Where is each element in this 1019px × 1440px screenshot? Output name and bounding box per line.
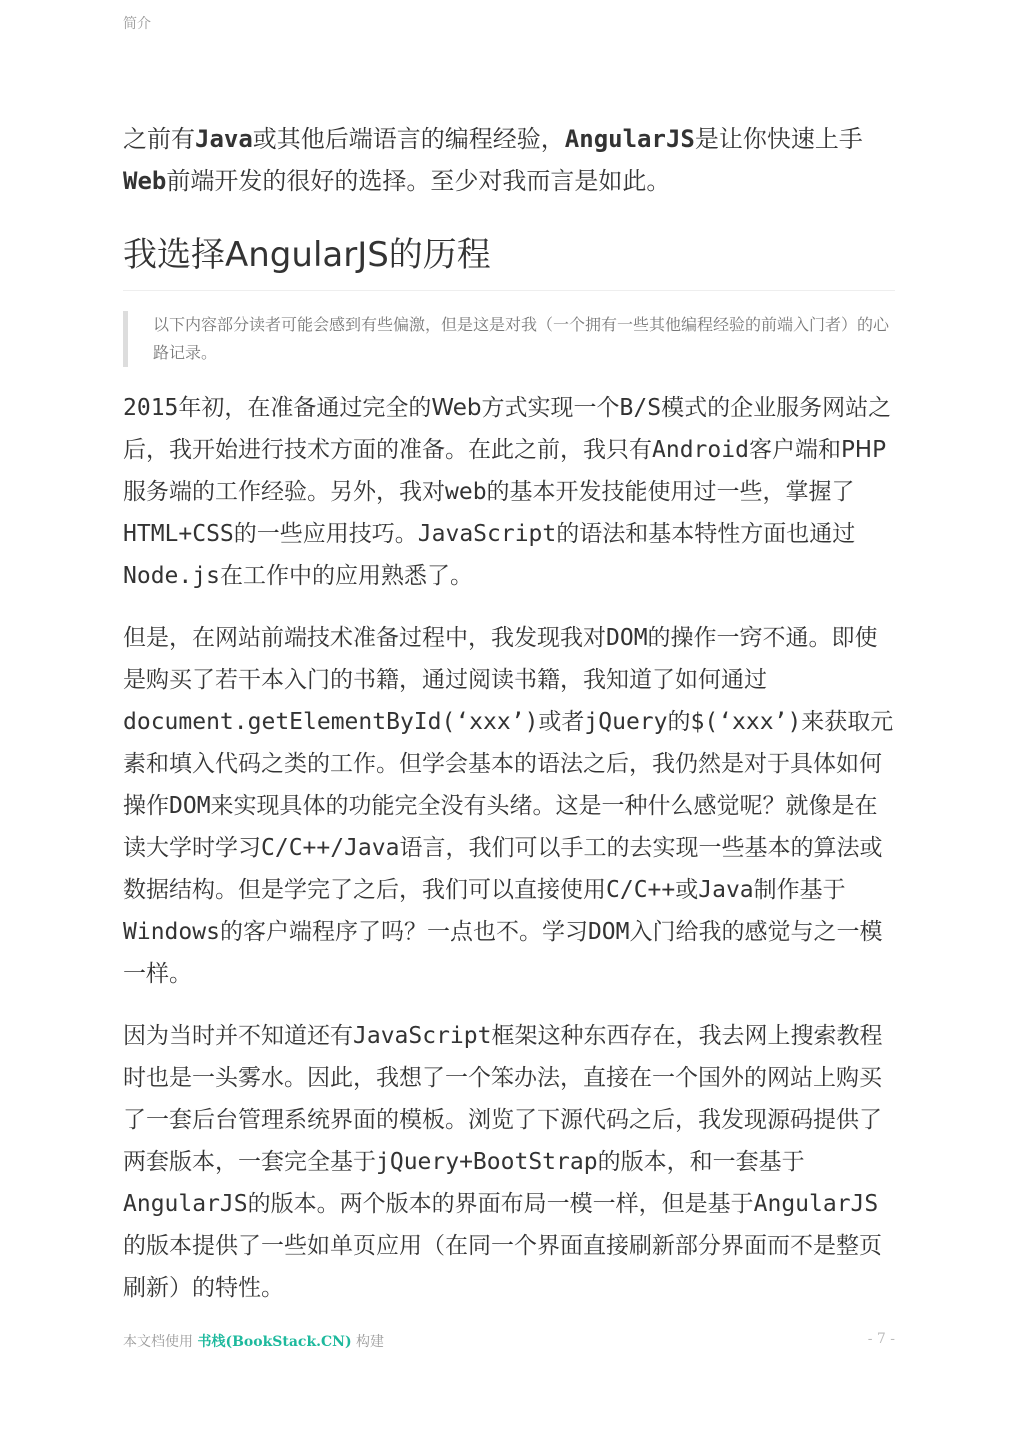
paragraph-text: 年初，在准备通过完全的 <box>178 395 432 421</box>
paragraph-text: 的版本。两个版本的界面布局一模一样，但是基于 <box>247 1191 754 1217</box>
inline-code: DOM <box>587 919 630 945</box>
inline-code: C/C++/Java <box>261 835 400 861</box>
body-paragraph-3 <box>123 1015 895 1309</box>
inline-code: $(‘xxx’) <box>690 709 802 735</box>
blockquote: 以下内容部分读者可能会感到有些偏激，但是这是对我（一个拥有一些其他编程经验的前端入门者）的心路记录。 <box>123 311 895 367</box>
inline-code: HTML+CSS <box>123 521 234 547</box>
paragraph-text: 语言，我们可以手工的去实现一些基本的算法或数据结构。但是学完了之后，我们可以直接使用 <box>123 835 883 903</box>
intro-code-web: Web <box>123 167 167 195</box>
inline-code: Java <box>698 877 754 903</box>
intro-text: 或其他后端语言的编程经验， <box>252 125 565 153</box>
intro-code-java: Java <box>195 125 253 153</box>
paragraph-text: 客户端和 <box>748 437 841 463</box>
paragraph-text: 方式实现一个 <box>481 395 620 421</box>
footer-suffix: 构建 <box>351 1334 385 1350</box>
paragraph-text: 或 <box>675 877 699 903</box>
inline-code: DOM <box>169 793 211 819</box>
running-header: 简介 <box>123 16 151 32</box>
intro-code-angularjs: AngularJS <box>564 125 695 153</box>
bookstack-link[interactable]: 书栈(BookStack.CN) <box>197 1334 352 1350</box>
page-number: - 7 - <box>867 1331 895 1347</box>
inline-code: JavaScript <box>417 521 557 547</box>
intro-paragraph <box>123 118 895 202</box>
body-paragraph-1 <box>123 387 895 597</box>
inline-code: jQuery <box>584 709 668 735</box>
inline-code: JavaScript <box>353 1023 492 1049</box>
inline-code: web <box>445 479 487 505</box>
inline-code: Android <box>652 437 749 463</box>
intro-text: 是让你快速上手 <box>694 125 863 153</box>
paragraph-text: 的操作一窍不通。即使是购买了若干本入门的书籍，通过阅读书籍，我知道了如何通过 <box>123 625 878 693</box>
intro-text: 之前有 <box>123 125 195 153</box>
paragraph-text: 入门给我的感觉与之一模一样。 <box>123 919 883 987</box>
document-body <box>123 118 895 1309</box>
paragraph-text: 模式的企业服务网站之后，我开始进行技术方面的准备。在此之前，我只有 <box>123 395 892 463</box>
inline-code: document.getElementById(‘xxx’) <box>123 709 539 735</box>
section-heading: 我选择AngularJS的历程 <box>123 232 895 291</box>
paragraph-text: 在工作中的应用熟悉了。 <box>219 563 473 589</box>
paragraph-text: 的版本提供了一些如单页应用（在同一个界面直接刷新部分界面而不是整页刷新）的特性。 <box>123 1233 882 1301</box>
paragraph-text: 框架这种东西存在，我去网上搜索教程时也是一头雾水。因此，我想了一个笨办法，直接在一个国外的网站上购买了一套后台管理系统界面的模板。浏览了下源代码之后，我发现源码提供了两套版本，一套完全基于 <box>123 1023 883 1175</box>
paragraph-text: Web <box>431 395 482 421</box>
inline-code: jQuery+BootStrap <box>376 1149 598 1175</box>
inline-code: B/S <box>619 395 662 421</box>
paragraph-text: PHP <box>840 437 886 463</box>
inline-code: AngularJS <box>123 1191 248 1217</box>
inline-code: 2015 <box>123 395 179 421</box>
inline-code: Windows <box>123 919 220 945</box>
paragraph-text: 来获取元素和填入代码之类的工作。但学会基本的语法之后，我仍然是对于具体如何操作 <box>123 709 894 819</box>
paragraph-text: 的基本开发技能使用过一些，掌握了 <box>486 479 855 505</box>
paragraph-text: 但是，在网站前端技术准备过程中，我发现我对 <box>123 625 606 651</box>
intro-text: 前端开发的很好的选择。至少对我而言是如此。 <box>166 167 671 195</box>
paragraph-text: 或者 <box>538 709 585 735</box>
paragraph-text: 服务端的工作经验。另外，我对 <box>123 479 445 505</box>
footer-credit <box>123 1331 384 1351</box>
body-paragraph-2 <box>123 617 895 995</box>
paragraph-text: 的客户端程序了吗？一点也不。学习 <box>219 919 588 945</box>
inline-code: DOM <box>606 625 648 651</box>
paragraph-text: 的版本，和一套基于 <box>597 1149 805 1175</box>
paragraph-text: 的一些应用技巧。 <box>233 521 418 547</box>
footer-prefix: 本文档使用 <box>123 1334 198 1350</box>
paragraph-text: 来实现具体的功能完全没有头绪。这是一种什么感觉呢？就像是在读大学时学习 <box>123 793 878 861</box>
paragraph-text: 的 <box>667 709 691 735</box>
inline-code: C/C++ <box>606 877 676 903</box>
paragraph-text: 因为当时并不知道还有 <box>123 1023 353 1049</box>
inline-code: Node.js <box>123 563 220 589</box>
paragraph-text: 的语法和基本特性方面也通过 <box>556 521 856 547</box>
inline-code: AngularJS <box>753 1191 879 1217</box>
paragraph-text: 制作基于 <box>753 877 846 903</box>
